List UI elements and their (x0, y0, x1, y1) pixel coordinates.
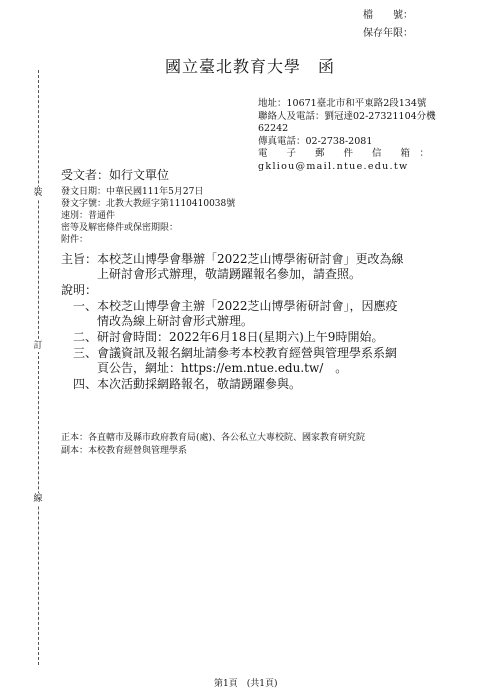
contact-block (258, 98, 436, 173)
distribution-copy: 副本：本校教育經營與管理學系 (61, 446, 188, 456)
item-1-line-1: 本校芝山博學會主辦「2022芝山博學術研討會」，因應疫 (97, 299, 398, 313)
item-2-line-1: 研討會時間：2022年6月18日(星期六)上午9時開始。 (97, 330, 384, 344)
contact-address: 地址：10671臺北市和平東路2段134號 (258, 98, 427, 109)
retention-label: 保存年限： (363, 28, 413, 39)
binding-line (38, 70, 39, 665)
issue-number: 發文字號：北教大教經字第1110410038號 (61, 199, 236, 209)
page-number: 第1頁 (共1頁) (214, 679, 278, 689)
contact-fax: 傳真電話：02-2738-2081 (258, 135, 373, 147)
distribution-main: 正本：各直轄市及縣市政府教育局(處)、各公私立大專校院、國家教育研究院 (61, 433, 366, 443)
item-number-2: 二、 (73, 330, 98, 344)
explanation-label: 說明： (61, 283, 98, 297)
contact-email: gkliou@mail.ntue.edu.tw (258, 160, 409, 172)
file-number-label: 檔 號： (363, 10, 413, 21)
delivery-speed: 速別：普通件 (61, 211, 116, 221)
item-number-1: 一、 (73, 299, 98, 313)
document-title: 國立臺北教育大學 函 (165, 57, 336, 76)
item-3-line-2: 頁公告，網址：https://em.ntue.edu.tw/ 。 (97, 361, 348, 375)
contact-person: 聯絡人及電話：劉冠達02-27321104分機 (258, 110, 436, 122)
attachment: 附件： (61, 235, 89, 245)
subject-label: 主旨： (61, 252, 98, 266)
meta-block (61, 186, 235, 246)
item-3-line-1: 會議資訊及報名網址請參考本校教育經營與管理學系系網 (97, 346, 398, 360)
item-1-line-2: 情改為線上研討會形式辦理。 (97, 314, 254, 328)
recipient: 受文者：如行文單位 (61, 168, 170, 182)
binding-char-zhuang: 裝 (33, 188, 43, 198)
issue-date: 發文日期：中華民國111年5月27日 (61, 187, 204, 197)
subject-line-2: 上研討會形式辦理，敬請踴躍報名參加，請查照。 (97, 267, 362, 281)
binding-char-xian: 線 (33, 494, 43, 504)
item-4-line-1: 本次活動採網路報名，敬請踴躍參與。 (97, 377, 302, 391)
item-number-3: 三、 (73, 346, 98, 360)
subject-line-1: 本校芝山博學會舉辦「2022芝山博學術研討會」更改為線 (97, 252, 404, 266)
contact-email-label: 電 子 郵 件 信 箱 ： (258, 148, 430, 159)
binding-char-ding: 訂 (33, 341, 43, 351)
security-level: 密等及解密條件或保密期限： (61, 223, 179, 233)
item-number-4: 四、 (73, 377, 98, 391)
contact-extension: 62242 (258, 123, 289, 134)
